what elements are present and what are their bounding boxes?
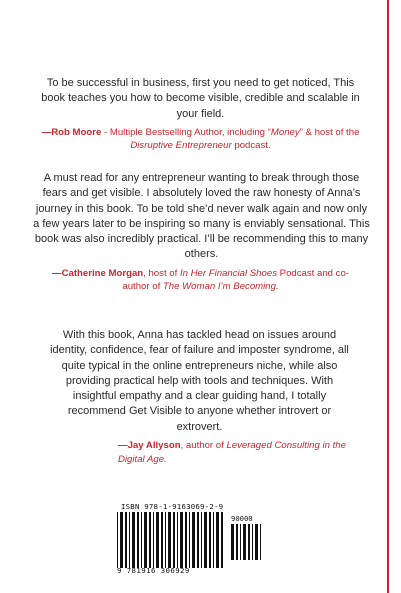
barcode-bar xyxy=(248,524,250,560)
barcode-bar xyxy=(161,512,163,568)
barcode-bar xyxy=(255,524,258,560)
review-1-author: —Rob Moore xyxy=(41,126,102,138)
barcode-bar xyxy=(149,512,151,568)
review-2 xyxy=(0,171,401,294)
barcode-bar xyxy=(243,524,246,560)
barcode-bar xyxy=(192,512,195,568)
barcode-bar xyxy=(189,512,190,568)
barcode-bar xyxy=(132,512,135,568)
barcode-bar xyxy=(231,524,234,560)
review-2-author: —Catherine Morgan xyxy=(51,267,144,279)
barcode-bar xyxy=(156,512,159,568)
barcode-bar xyxy=(185,512,187,568)
barcode-bar xyxy=(209,512,211,568)
barcode-bar xyxy=(173,512,175,568)
barcode-bar xyxy=(141,512,142,568)
review-3 xyxy=(0,328,401,466)
isbn-barcode xyxy=(115,500,265,584)
barcode-bar xyxy=(216,512,219,568)
barcode-bar xyxy=(137,512,139,568)
review-1-text: To be successful in business, first you need to get noticed, This book teaches you how to become visible, credible and scalable in your field. xyxy=(41,77,360,120)
barcode-bars xyxy=(115,512,227,568)
barcode-bar xyxy=(144,512,147,568)
price-barcode-bars xyxy=(229,524,263,560)
barcode-bar xyxy=(177,512,178,568)
review-2-text: A must read for any entrepreneur wanting to break through those fears and get visible. I absolutely loved the raw honesty of Anna’s journey in this book. To be told she’d never walk again and now only a few years later to be inspiring so many is enviably sensational. This book was also incredibly practical. I’ll be recommending this to many others. xyxy=(33,172,370,261)
ean-digits: 9 781916 306929 xyxy=(117,566,190,575)
barcode-bar xyxy=(125,512,127,568)
barcode-bar xyxy=(197,512,199,568)
barcode-bar xyxy=(240,524,241,560)
barcode-bar xyxy=(168,512,171,568)
barcode-bar xyxy=(120,512,123,568)
barcode-bar xyxy=(252,524,253,560)
barcode-bar xyxy=(165,512,166,568)
barcode-bar xyxy=(260,524,261,560)
review-2-attribution: —Catherine Morgan, host of In Her Financial Shoes Podcast and co-author of The Woman I’m Becoming. xyxy=(51,267,349,293)
barcode-bar xyxy=(201,512,202,568)
review-1-attribution: —Rob Moore - Multiple Bestselling Author, including “Money” & host of the Disruptive Entrepreneur podcast. xyxy=(41,126,360,152)
price-code: 90000 xyxy=(231,514,253,523)
review-1 xyxy=(0,76,401,153)
barcode-bar xyxy=(221,512,223,568)
barcode-bar xyxy=(129,512,130,568)
barcode-bar xyxy=(236,524,238,560)
barcode-bar xyxy=(117,512,118,568)
review-3-text: With this book, Anna has tackled head on issues around identity, confidence, fear of failure and imposter syndrome, all quite typical in the online entrepreneurs niche, while also providing practical help with tools and techniques. With insightful empathy and a clear guiding hand, I totally recommend Get Visible to anyone whether introvert or extrovert. xyxy=(50,329,349,433)
review-3-attribution: —Jay Allyson, author of Leveraged Consulting in the Digital Age. xyxy=(118,440,346,465)
review-3-author: —Jay Allyson xyxy=(118,440,181,452)
barcode-bar xyxy=(213,512,214,568)
barcode-bar xyxy=(180,512,183,568)
barcode-bar xyxy=(204,512,207,568)
isbn-label: ISBN 978-1-9163069-2-9 xyxy=(121,502,224,511)
barcode-bar xyxy=(153,512,154,568)
